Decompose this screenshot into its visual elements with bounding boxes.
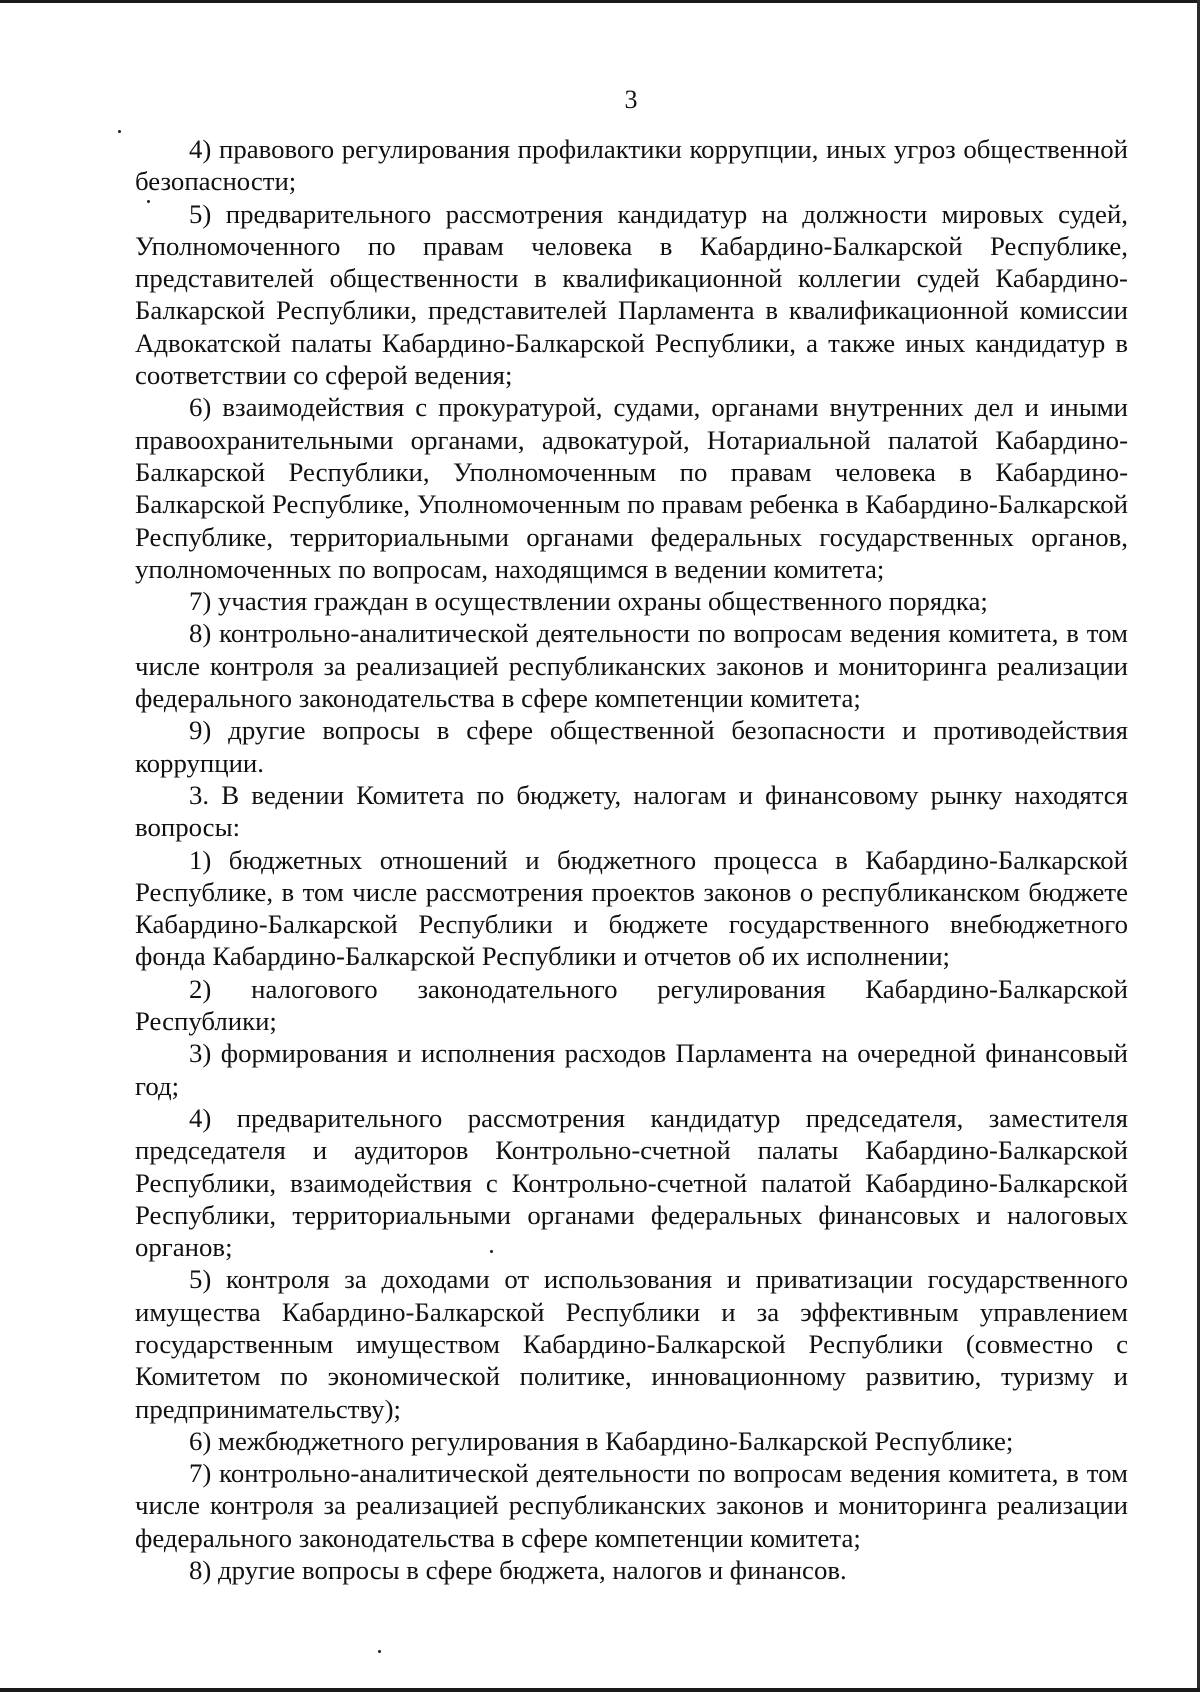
scan-edge-bottom [0,1688,1200,1692]
paragraph-budget-item-3: 3) формирования и исполнения расходов Парламента на очередной финансовый год; [135,1038,1128,1101]
paragraph-item-7-public-order: 7) участия граждан в осуществлении охраны общественного порядка; [189,586,988,617]
scan-speck [378,1650,381,1653]
paragraph-item-8-control-analysis: 8) контрольно-аналитической деятельности по вопросам ведения комитета, в том числе контроля за реализацией республиканских законов и мониторинга реализации федерального законодательства в сфере компетенции комитета; [135,618,1128,714]
paragraph-budget-item-1: 1) бюджетных отношений и бюджетного процесса в Кабардино-Балкарской Республике, в том числе рассмотрения проектов законов о республиканском бюджете Кабардино-Балкарской Республики и бюджете государственного внебюджетного фонда Кабардино-Балкарской Республики и отчетов об их исполнении; [135,844,1128,972]
document-body [135,133,1128,1586]
paragraph-budget-item-4: 4) предварительного рассмотрения кандидатур председателя, заместителя председателя и аудиторов Контрольно-счетной палаты Кабардино-Балкарской Республики, взаимодействия с Контрольно-счетной палатой Кабардино-Балкарской Республики, территориальными органами федеральных финансовых и налоговых органов; [135,1102,1128,1263]
paragraph-budget-item-6: 6) межбюджетного регулирования в Кабардино-Балкарской Республике; [189,1425,1014,1456]
scan-speck [118,130,121,133]
scan-edge-top [0,0,1200,3]
page-number: 3 [624,85,638,114]
paragraph-section-3-budget-committee: 3. В ведении Комитета по бюджету, налогам и финансовому рынку находятся вопросы: [135,779,1128,843]
paragraph-item-4-corruption-prevention: 4) правового регулирования профилактики коррупции, иных угроз общественной безопасности; [135,134,1128,197]
paragraph-item-9-other-security: 9) другие вопросы в сфере общественной безопасности и противодействия коррупции. [135,715,1128,778]
paragraph-budget-item-7: 7) контрольно-аналитической деятельности по вопросам ведения комитета, в том числе контроля за реализацией республиканских законов и мониторинга реализации федерального законодательства в сфере компетенции комитета; [135,1458,1128,1553]
paragraph-item-5-candidate-review: 5) предварительного рассмотрения кандидатур на должности мировых судей, Уполномоченного по правам человека в Кабардино-Балкарской Республике, представителей общественности в квалификационной коллегии судей Кабардино-Балкарской Республики, представителей Парламента в квалификационной комиссии Адвокатской палаты Кабардино-Балкарской Республики, а также иных кандидатур в соответствии со сферой ведения; [135,198,1128,391]
paragraph-item-6-interaction: 6) взаимодействия с прокуратурой, судами, органами внутренних дел и иными правоохранительными органами, адвокатурой, Нотариальной палатой Кабардино-Балкарской Республики, Уполномоченным по правам человека в Кабардино-Балкарской Республике, Уполномоченным по правам ребенка в Кабардино-Балкарской Республике, территориальными органами федеральных государственных органов, уполномоченных по вопросам, находящимся в ведении комитета; [135,392,1128,584]
paragraph-budget-item-5: 5) контроля за доходами от использования и приватизации государственного имущества Кабардино-Балкарской Республики и за эффективным управлением государственным имуществом Кабардино-Балкарской Республики (совместно с Комитетом по экономической политике, инновационному развитию, туризму и предпринимательству); [135,1264,1128,1424]
paragraph-budget-item-2: 2) налогового законодательного регулирования Кабардино-Балкарской Республики; [135,973,1128,1037]
paragraph-budget-item-8: 8) другие вопросы в сфере бюджета, налогов и финансов. [189,1555,847,1586]
